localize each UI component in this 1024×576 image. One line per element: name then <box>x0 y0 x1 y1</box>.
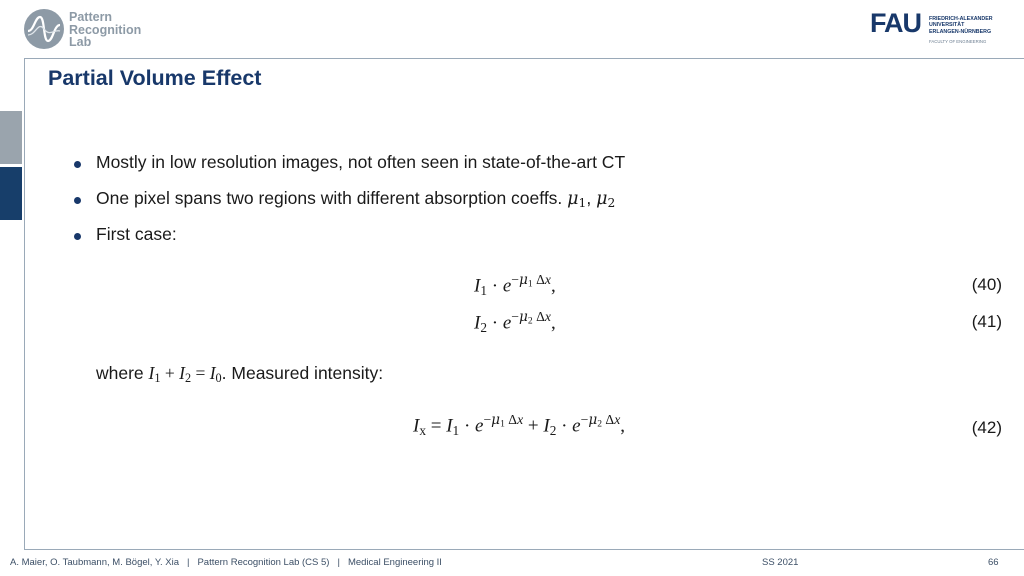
fau-university-name <box>929 16 993 35</box>
footer-divider <box>24 549 1024 550</box>
math-mu1: $\mu_1$ <box>567 189 587 211</box>
equation-number-41: (41) <box>971 312 1002 331</box>
equation-number-42: (42) <box>971 418 1002 437</box>
side-nav-marker-active <box>0 167 22 220</box>
page-number: 66 <box>988 557 999 568</box>
footer-lab: Pattern Recognition Lab (CS 5) <box>197 557 330 568</box>
fau-faculty: FACULTY OF ENGINEERING <box>929 39 987 44</box>
fau-line-2: UNIVERSITÄT <box>929 22 965 29</box>
equation-condition-text <box>96 363 383 386</box>
logo-line-pattern: Pattern <box>69 10 113 24</box>
bullet-text: Mostly in low resolution images, not often seen in state-of-the-art CT <box>96 152 626 172</box>
fau-line-1: FRIEDRICH-ALEXANDER <box>929 16 993 22</box>
lab-logo-icon <box>24 9 64 49</box>
bullet-text: First case: <box>96 224 177 244</box>
header-divider <box>24 58 1024 59</box>
math-condition: $I_1 + I_2 = I_0$ <box>148 363 222 386</box>
equation-41: $I_2 \cdot e^{-\mu_2 \Delta x}$, <box>474 309 556 335</box>
where-suffix: . Measured intensity: <box>221 363 384 383</box>
equation-42: $I_x = I_1 \cdot e^{-\mu_1 \Delta x} + I_2 \cdot e^{-\mu_2 \Delta x}$, <box>413 412 626 438</box>
equation-40: $I_1 \cdot e^{-\mu_1 \Delta x}$, <box>474 272 556 298</box>
side-nav-marker-inactive <box>0 111 22 164</box>
lab-logo-text <box>69 11 141 49</box>
footer-info <box>10 557 442 568</box>
fau-wordmark: FAU <box>870 8 921 38</box>
bullet-dot-icon <box>74 233 81 240</box>
footer-semester: SS 2021 <box>762 557 799 568</box>
bullet-dot-icon <box>74 161 81 168</box>
footer-separator: | <box>186 557 190 568</box>
footer-separator: | <box>337 557 340 568</box>
bullet-text: One pixel spans two regions with different absorption coeffs. $\mu_1$, $\mu_2$ <box>96 188 616 211</box>
logo-line-recognition: Recognition <box>69 22 142 37</box>
math-mu2: $\mu_2$ <box>596 189 616 211</box>
slide-title: Partial Volume Effect <box>48 66 262 90</box>
footer-course: Medical Engineering II <box>347 557 442 568</box>
logo-line-lab: Lab <box>69 35 92 49</box>
left-frame-line <box>24 58 25 550</box>
pattern-recognition-lab-logo <box>24 8 154 54</box>
equation-number-40: (40) <box>971 275 1002 294</box>
fau-logo <box>870 10 1010 46</box>
bullet-text-body: One pixel spans two regions with different absorption coeffs. <box>96 188 563 208</box>
fau-line-3: ERLANGEN-NÜRNBERG <box>929 28 992 35</box>
where-prefix: where <box>96 363 144 383</box>
footer-authors: A. Maier, O. Taubmann, M. Bögel, Y. Xia <box>10 557 179 568</box>
bullet-dot-icon <box>74 197 81 204</box>
